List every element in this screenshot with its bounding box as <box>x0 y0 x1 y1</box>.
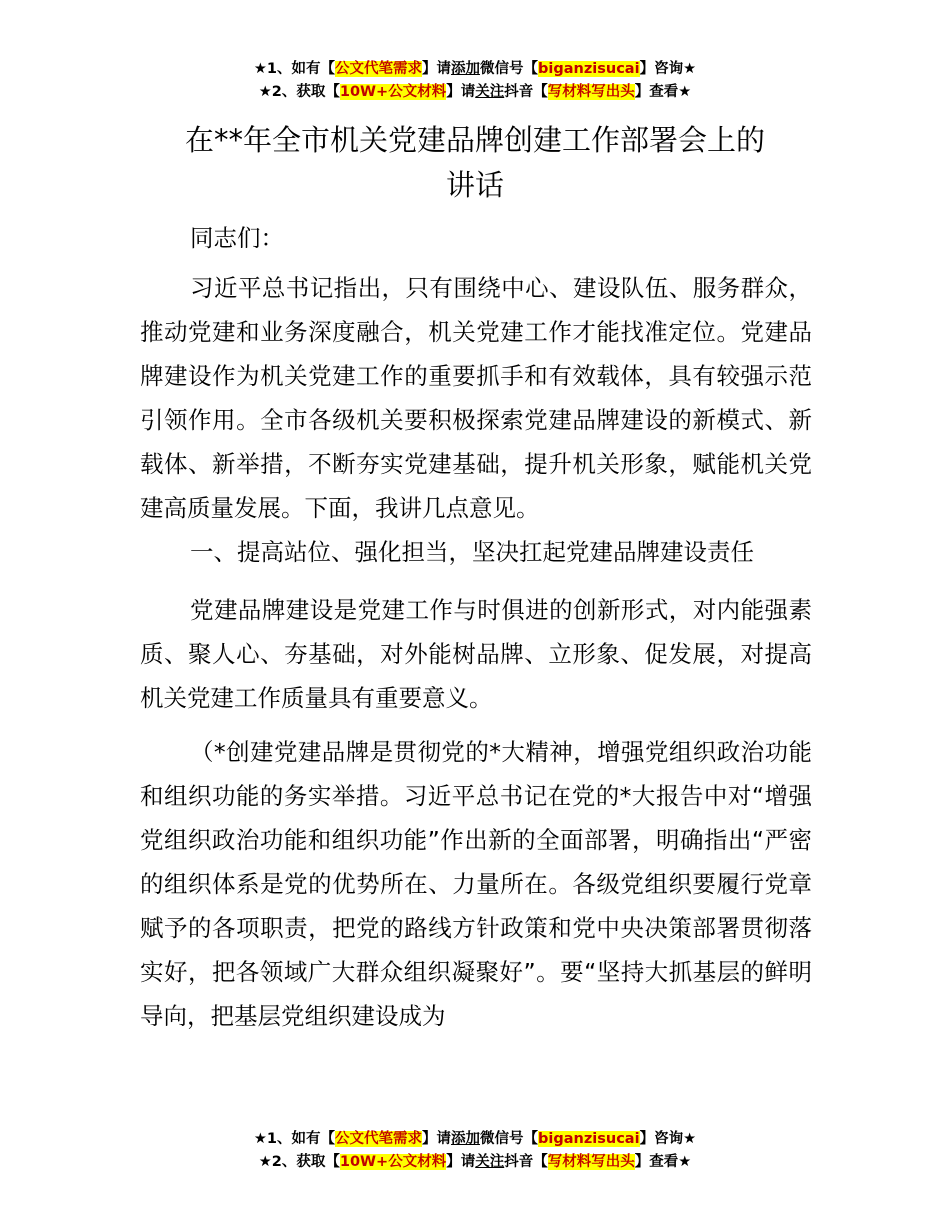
promo-highlight: 10W+公文材料 <box>339 1154 447 1170</box>
promo-text: 微信号【 <box>480 61 539 77</box>
promo-text: 】查看★ <box>634 84 692 100</box>
promo-text: 微信号【 <box>480 1131 539 1147</box>
promo-text: 】查看★ <box>634 1154 692 1170</box>
document-title <box>0 118 950 208</box>
promo-text: 】咨询★ <box>639 61 697 77</box>
promo-text: 】咨询★ <box>639 1131 697 1147</box>
promo-highlight: biganzisucai <box>538 61 640 77</box>
promo-highlight: 公文代笔需求 <box>335 61 423 77</box>
promo-text: ★1、如有【 <box>253 1131 336 1147</box>
paragraph-1: 习近平总书记指出，只有围绕中心、建设队伍、服务群众，推动党建和业务深度融合，机关党建工作才能找准定位。党建品牌建设作为机关党建工作的重要抓手和有效载体，具有较强示范引领作用。全市各级机关要积极探索党建品牌建设的新模式、新载体、新举措，不断夯实党建基础，提升机关形象，赋能机关党建高质量发展。下面，我讲几点意见。 <box>140 274 812 522</box>
promo-underline: 添加 <box>451 61 481 77</box>
promo-header <box>0 58 950 104</box>
title-line-1: 在**年全市机关党建品牌创建工作部署会上的 <box>184 123 765 157</box>
promo-underline: 关注 <box>475 1154 505 1170</box>
paragraph-2: 党建品牌建设是党建工作与时俱进的创新形式，对内能强素质、聚人心、夯基础，对外能树品牌、立形象、促发展，对提高机关党建工作质量具有重要意义。 <box>140 596 812 712</box>
promo-underline: 添加 <box>451 1131 481 1147</box>
title-line-2: 讲话 <box>445 168 504 202</box>
promo-text: 】请 <box>422 1131 452 1147</box>
promo-underline: 关注 <box>475 84 505 100</box>
promo-line-2 <box>0 81 950 104</box>
section-heading-1: 一、提高站位、强化担当，坚决扛起党建品牌建设责任 <box>190 538 754 566</box>
promo-highlight: 10W+公文材料 <box>339 84 447 100</box>
salutation: 同志们： <box>190 224 284 252</box>
promo-highlight: 写材料写出头 <box>547 1154 635 1170</box>
paragraph-3: （*创建党建品牌是贯彻党的*大精神，增强党组织政治功能和组织功能的务实举措。习近平总书记在党的*大报告中对“增强党组织政治功能和组织功能”作出新的全面部署，明确指出“严密的组织体系是党的优势所在、力量所在。各级党组织要履行党章赋予的各项职责，把党的路线方针政策和党中央决策部署贯彻落实好，把各领域广大群众组织凝聚好”。要“坚持大抓基层的鲜明导向，把基层党组织建设成为 <box>140 738 812 1030</box>
promo-text: 】请 <box>446 1154 476 1170</box>
promo-highlight: biganzisucai <box>538 1131 640 1147</box>
promo-text: 】请 <box>446 84 476 100</box>
promo-line-1 <box>0 58 950 81</box>
promo-highlight: 写材料写出头 <box>547 84 635 100</box>
promo-text: ★2、获取【 <box>258 1154 340 1170</box>
promo-text: 】请 <box>422 61 452 77</box>
promo-line-1 <box>0 1128 950 1151</box>
promo-line-2 <box>0 1151 950 1174</box>
promo-text: 抖音【 <box>504 1154 548 1170</box>
promo-footer <box>0 1128 950 1174</box>
promo-text: 抖音【 <box>504 84 548 100</box>
promo-highlight: 公文代笔需求 <box>335 1131 423 1147</box>
promo-text: ★1、如有【 <box>253 61 336 77</box>
promo-text: ★2、获取【 <box>258 84 340 100</box>
